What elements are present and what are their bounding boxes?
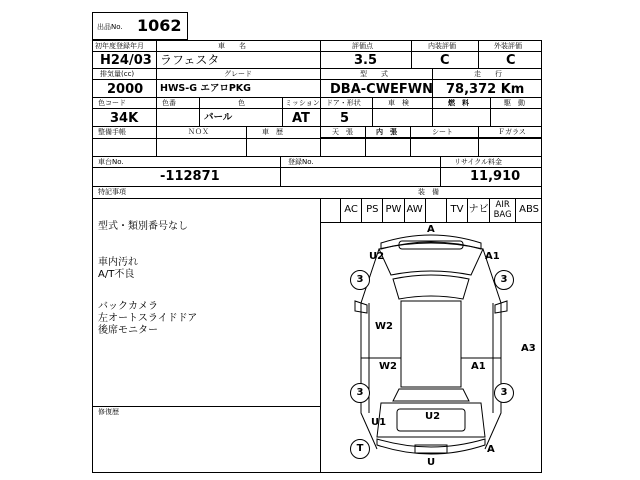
tire-front-right: 3: [494, 270, 514, 290]
note-3a: バックカメラ: [98, 301, 158, 312]
equip-tv: TV: [446, 198, 467, 222]
equip-airbag: AIR BAG: [489, 198, 515, 222]
interior-trim-label: 内 張: [376, 128, 397, 136]
tire-rear-right: 3: [494, 383, 514, 403]
hood: [379, 243, 483, 275]
mileage-value: 78,372 Km: [446, 82, 525, 97]
recycle-label: リサイクル料金: [454, 158, 503, 166]
grade-value: HWS-G エアロPKG: [160, 83, 251, 94]
damage-u-bottom: U: [427, 457, 436, 468]
rear-bumper: [377, 439, 485, 454]
equipment-label: 装 備: [418, 188, 439, 196]
windshield: [393, 275, 469, 299]
tire-front-left: 3: [350, 270, 370, 290]
reg-label: 登録No.: [288, 158, 314, 166]
damage-top-a: A: [427, 224, 435, 235]
damage-a1-front: A1: [485, 251, 500, 262]
exterior-value: C: [506, 53, 516, 68]
mileage-label: 走 行: [474, 70, 502, 78]
spare-tire: T: [350, 439, 370, 459]
glass-label: Ｆガラス: [498, 128, 526, 136]
seat-label: シート: [432, 128, 453, 136]
equipment-row: [340, 198, 542, 222]
damage-a1-right-rear: A1: [471, 361, 486, 372]
type-value: DBA-CWEFWN: [330, 82, 434, 97]
model-label: 車 名: [218, 42, 246, 50]
mission-label: ミッション: [285, 99, 320, 107]
type-label: 型 式: [360, 70, 388, 78]
note-1: 型式・類別番号なし: [98, 221, 188, 232]
disp-label: 排気量(cc): [100, 70, 135, 78]
damage-a-rear: A: [487, 444, 495, 455]
color-code-value: 34K: [110, 111, 139, 126]
damage-w2-left-front: W2: [375, 321, 393, 332]
disp-value: 2000: [107, 82, 144, 97]
note-3b: 左オートスライドドア: [98, 313, 198, 324]
note-2a: 車内汚れ: [98, 257, 138, 268]
model-value: ラフェスタ: [160, 53, 220, 67]
equip-blank: [425, 198, 446, 222]
tire-rear-left: 3: [350, 383, 370, 403]
repair-label: 修復歴: [98, 408, 119, 416]
damage-a3-right: A3: [521, 343, 536, 354]
equip-ps: PS: [361, 198, 382, 222]
manual-label: 整備手帳: [98, 128, 126, 136]
chassis-value: -112871: [160, 169, 220, 184]
color-value: パール: [204, 112, 233, 123]
score-value: 3.5: [354, 53, 378, 68]
notes-label: 特記事項: [98, 188, 126, 196]
damage-w2-left-rear: W2: [379, 361, 397, 372]
interior-label: 内装評価: [428, 42, 456, 50]
damage-u1-rear: U1: [371, 417, 387, 428]
listing-label: 出品No.: [97, 23, 123, 31]
equip-ac: AC: [340, 198, 361, 222]
equip-pw: PW: [382, 198, 403, 222]
recycle-value: 11,910: [470, 169, 521, 184]
door-value: 5: [340, 111, 350, 126]
car-diagram: [321, 223, 541, 472]
sunroof-label: 天 張: [332, 128, 353, 136]
front-bumper: [381, 235, 481, 249]
chassis-label: 車台No.: [98, 158, 124, 166]
grade-label: グレード: [224, 70, 252, 78]
interior-value: C: [440, 53, 450, 68]
fuel-label: 燃 料: [448, 99, 469, 107]
year-label: 初年度登録年月: [95, 42, 144, 50]
color-label: 色: [238, 99, 245, 107]
equip-abs: ABS: [515, 198, 542, 222]
equip-navi: ナビ: [467, 198, 489, 222]
exterior-label: 外装評価: [494, 42, 522, 50]
listing-number: 1062: [137, 16, 182, 35]
color-code-label: 色コード: [98, 99, 126, 107]
inspection-label: 車 検: [388, 99, 409, 107]
nox-label: ＮＯＸ: [188, 128, 209, 136]
note-2b: A/T不良: [98, 269, 135, 280]
damage-u2-front: U2: [369, 251, 385, 262]
note-3c: 後席モニター: [98, 325, 158, 336]
roof: [401, 301, 461, 387]
equip-aw: AW: [404, 198, 425, 222]
door-label: ドア・形状: [326, 99, 361, 107]
listing-box: [92, 12, 188, 40]
drive-label: 駆 動: [504, 99, 525, 107]
color-no-label: 色番: [162, 99, 176, 107]
damage-u2-rear: U2: [425, 411, 441, 422]
history-label: 車 歴: [262, 128, 283, 136]
mission-value: AT: [292, 111, 310, 126]
year-value: H24/03: [100, 53, 152, 68]
rear-window: [393, 389, 469, 401]
score-label: 評価点: [352, 42, 373, 50]
